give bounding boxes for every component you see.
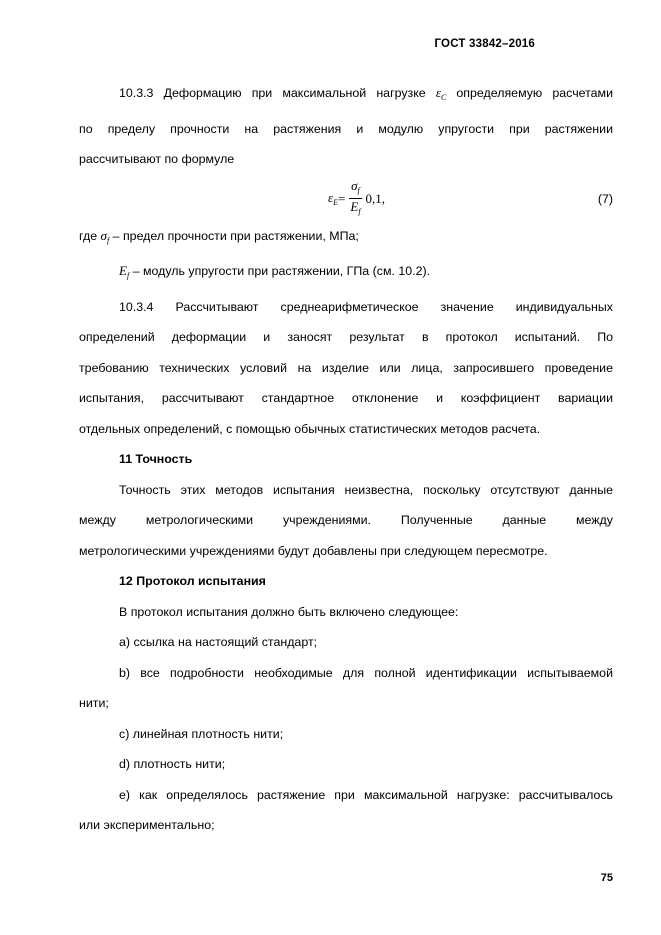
section-11-title: 11 Точность	[119, 452, 193, 466]
para-text: определяемую расчетами	[446, 86, 613, 100]
list-item-d: d) плотность нити;	[119, 757, 226, 771]
formula-number: (7)	[597, 191, 613, 206]
formula-expression	[328, 177, 385, 221]
formula-equals: =	[338, 190, 346, 206]
standard-header: ГОСТ 33842–2016	[434, 38, 535, 50]
para-10-3-4-line-4: испытания, рассчитывают стандартное отклонение и коэффициент вариации	[79, 391, 613, 405]
para-10-3-3-line-3: рассчитывают по формуле	[79, 152, 235, 166]
para-10-3-3-line-1	[79, 78, 613, 114]
list-item-e-line-1: e) как определялось растяжение при максимальной нагрузке: рассчитывалось	[119, 787, 613, 802]
section-11-line-3: метрологическими учреждениями будут добавлены при следующем пересмотре.	[79, 543, 548, 558]
sigma-symbol: $\sigma_f$	[100, 227, 110, 245]
list-item-b-line-1: b) все подробности необходимые для полной идентификации испытываемой	[119, 665, 613, 680]
section-11-line-2: между метрологическими учреждениями. Полученные данные между	[79, 513, 613, 527]
formula-comma: ,	[381, 190, 386, 206]
section-12-intro: В протокол испытания должно быть включено следующее:	[119, 604, 459, 619]
page-number: 75	[600, 872, 613, 884]
formula-fraction	[348, 178, 362, 219]
page-content	[79, 78, 613, 841]
list-item-b-line-2: нити;	[79, 696, 109, 710]
formula-lhs: $\varepsilon_E$	[328, 190, 339, 207]
section-12-title: 12 Протокол испытания	[119, 574, 266, 588]
where-modulus: $E_f$ – модуль упругости при растяжении, ГПа (см. 10.2).	[119, 263, 431, 280]
para-10-3-4-line-2: определений деформации и заносят результат в протокол испытаний. По	[79, 330, 613, 344]
modulus-symbol: $E_f$	[119, 263, 130, 280]
para-10-3-3-line-2: по пределу прочности на растяжения и модулю упругости при растяжении	[79, 121, 613, 136]
where-sigma: где $\sigma_f$ – предел прочности при растяжении, МПа;	[79, 227, 359, 245]
formula-numerator: $\sigma_f$	[349, 178, 362, 199]
list-item-c: c) линейная плотность нити;	[119, 726, 284, 741]
para-10-3-4-line-5: отдельных определений, с помощью обычных статистических методов расчета.	[79, 421, 541, 436]
list-item-e-line-2: или экспериментально;	[79, 818, 215, 832]
para-text: 10.3.3 Деформацию при максимальной нагрузке	[119, 86, 436, 100]
formula-7	[79, 177, 613, 221]
para-10-3-4-line-1: 10.3.4 Рассчитывают среднеарифметическое значение индивидуальных	[119, 299, 613, 314]
para-10-3-4-line-3: требованию технических условий на изделие или лица, запросившего проведение	[79, 360, 613, 375]
list-item-a: a) ссылка на настоящий стандарт;	[119, 635, 318, 649]
section-11-line-1: Точность этих методов испытания неизвестна, поскольку отсутствуют данные	[119, 482, 613, 497]
epsilon-symbol: $\varepsilon_C$	[435, 85, 447, 102]
formula-denominator: $E_f$	[350, 199, 361, 216]
formula-factor: 0,1	[365, 190, 382, 206]
